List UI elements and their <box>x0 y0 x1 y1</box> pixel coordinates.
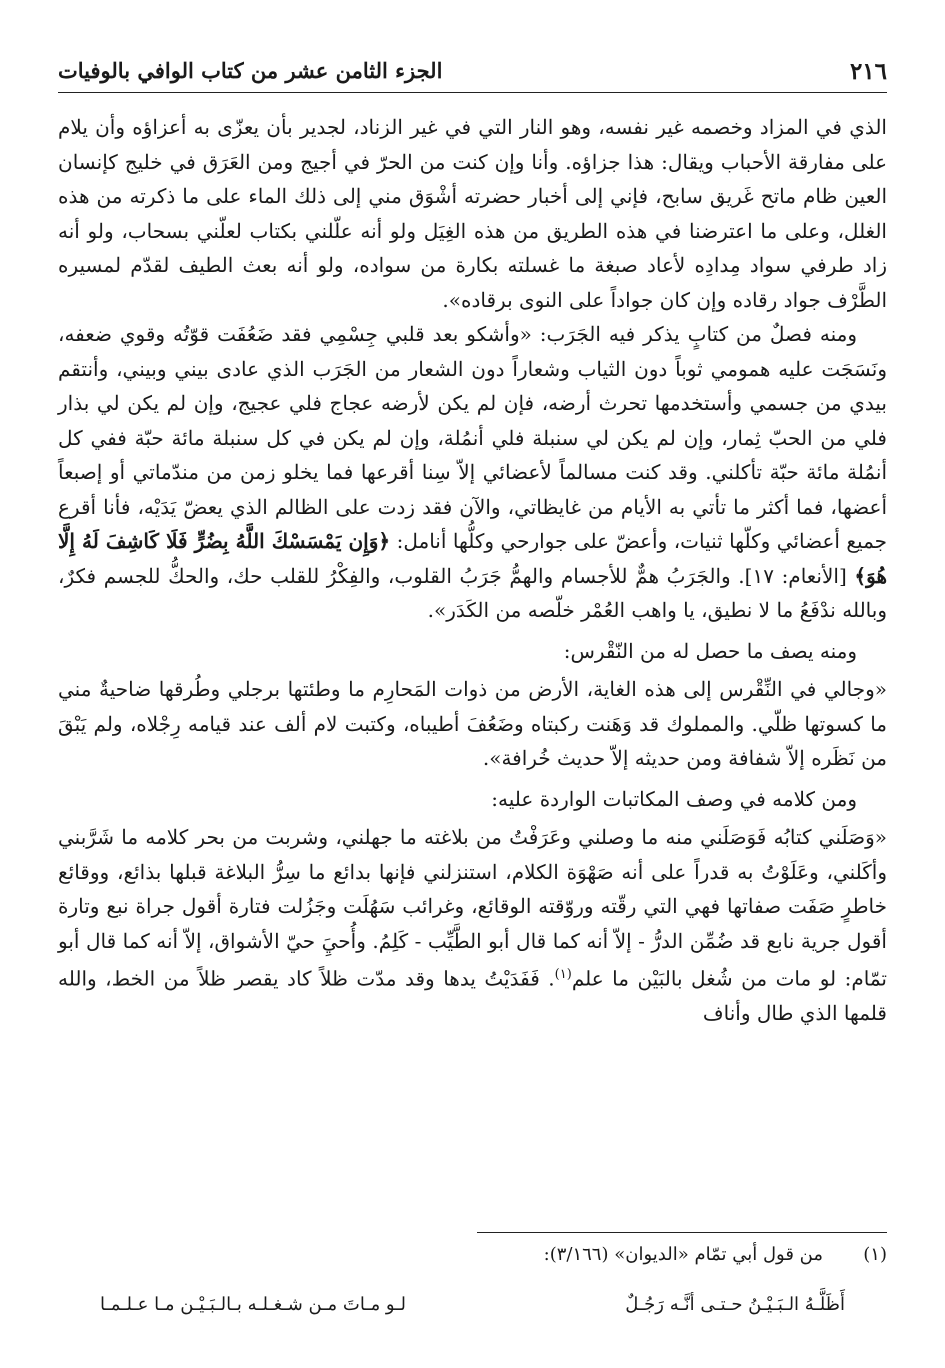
paragraph-6-text-a: «وَصَلَني كتابُه فَوَصَلَني منه ما وصلني وعَرَفْتُ من بلاغته ما جهلني، وشربت من بحر كلامه ما شَرَّبني وأكَلني، وعَلَوْتُ به قدراً على أنه صَهْوَة الكلام، استنزلني فإنها بدائع ما سِرُّ البلاغة قبلها بذائع، ووقائع خاطرٍ صَفَت صفاتها فهي التي رقّته وروّقته الوقائع، وغرائب سَهُلَت وجَزُلت فتارة أقول جراة نبع وتارة أقول جرية نابع قد ضُمِّن الدرُّ - إلاّ أنه كما قال أبو الطَّيِّب - كَلِمُ. وأُحيَِ حيّ الأشواق، إلاّ أنه كما قال أبو تمّام: لو مات من شُغل بالبَيْن ما علم <box>58 825 887 991</box>
page-number: ٢١٦ <box>849 58 887 85</box>
main-text <box>58 110 887 1031</box>
paragraph-1: الذي في المزاد وخصمه غير نفسه، وهو النار التي في غير الزناد، لجدير بأن يعزّى به أعزاؤه وأن يلام على مفارقة الأحباب ويقال: هذا جزاؤه. وأنا وإن كنت من الحرّ في أجيج ومن العَرَق في خليج كإنسان العين ظام ماتح غَريق سابح، فإني إلى أخبار حضرته أشْوَق مني إلى ذلك الماء على ما ذكرته من هذه الغلل، وعلى ما اعترضنا في هذه الطريق من هذه الغِيَل ولو أنه علّلني بكتاب لعلّني بسحاب، ولو أنه زاد طرفي سواد مِدادِه لأعاد صبغة ما غسلته بكارة من سواده، ولو أنه بعث الطيف لقدّم لمسيره الطَّرْف جواد رقاده وإن كان جواداً على النوى برقاده». <box>58 115 888 312</box>
quran-verse: ﴿وَإِن يَمْسَسْكَ اللَّهُ بِضُرٍّ فَلَا كَاشِفَ لَهُ إِلَّا هُوَ﴾ <box>58 529 887 588</box>
footnote-1 <box>58 1240 887 1270</box>
running-title: الجزء الثامن عشر من كتاب الوافي بالوفيات <box>58 58 443 83</box>
page-header <box>58 52 887 93</box>
paragraph-5-heading: ومن كلامه في وصف المكاتبات الواردة عليه: <box>491 786 857 811</box>
poetry-verse <box>100 1290 845 1320</box>
paragraph-2-text-b: [الأنعام: ١٧]. والجَرَبُ همٌّ للأجسام والهمُّ جَرَبُ القلوب، والفِكْرُ للقلب حك، والحكُّ للجسم فكرٌ، وبالله ندْفَعُ ما لا نطيق، يا واهب العُمْر خلّصه من الكَدَر». <box>58 563 887 622</box>
paragraph-6 <box>58 820 887 1031</box>
footnotes <box>58 1240 887 1270</box>
paragraph-3-heading: ومنه يصف ما حصل له من النّقْرس: <box>563 638 857 663</box>
footnote-text: من قول أبي تمّام «الديوان» (٣/١٦٦): <box>543 1244 823 1265</box>
footnote-number: (١) <box>863 1244 887 1265</box>
paragraph-2 <box>58 317 887 628</box>
verse-first-hemistich: أَظَلَّـهُ الـبَـيْـنُ حـتـى أنَّـه رَجُـلٌ <box>625 1294 845 1315</box>
paragraph-2-text-a: ومنه فصلٌ من كتابٍ يذكر فيه الجَرَب: «وأشكو بعد قلبي جِسْمِي فقد ضَعُفَت قوّتُه وقوي ضعفه، ونَسَجَت عليه همومي ثوباً دون الثياب وشعاراً دون الشعار من الجَرَب الذي عادى بيني وبيني، وأنتقم بيدي من جسمي وأستخدمها تحرث أرضه، فإن لم يكن لأرضه عجاج فلي عجيج، وإن لم يكن لي بذار فلي من الحبّ ثِمار، وإن لم يكن لي سنبلة فلي أنمُلة، وإن لم يكن في كل سنبلة مائة حبّة ففي كل أنمُلة مائة حبّة تأكلني. وقد كنت مسالماً لأعضائي إلاّ سِنا أقرعها فما يخلو زمن من مندّماتي أو إصبعاً أعضها، فما أكثر ما تأتي به الأيام من غايظاتي، والآن فقد زدت على الظالم الذي يعضّ يَدَيْه، فأنا أقرع جميع أعضائي وكلّها ثنيات، وأعضّ على جوارحي وكلُّها أنامل: <box>58 322 888 553</box>
verse-second-hemistich: لـو مـاتَ مـن شـغـلـه بـالـبَـيْـن مـا عـلـمـا <box>100 1294 406 1315</box>
paragraph-6-text-b: . فَفَدَيْتُ يدها وقد مدّت ظلاً كاد يقصر ظلاً من الخط، والله قلمها الذي طال وأناف <box>58 966 887 1026</box>
footnote-marker: (١) <box>554 967 572 982</box>
footnote-divider <box>477 1232 887 1233</box>
paragraph-4: «وجالي في النِّقْرس إلى هذه الغاية، الأرض من ذوات المَحارِم ما وطئتها برجلي وطُرقها ضاحيةٌ مني ما كسوتها ظلّي. والمملوك قد وَهَنت ركبتاه وضَعُفَ أطيباه، وكتبت لام ألف عند قيامه رِجْلاه، ولم يَبْقَ من نَظَره إلاّ شفافة ومن حديثه إلاّ حديث خُرافة». <box>58 677 887 770</box>
